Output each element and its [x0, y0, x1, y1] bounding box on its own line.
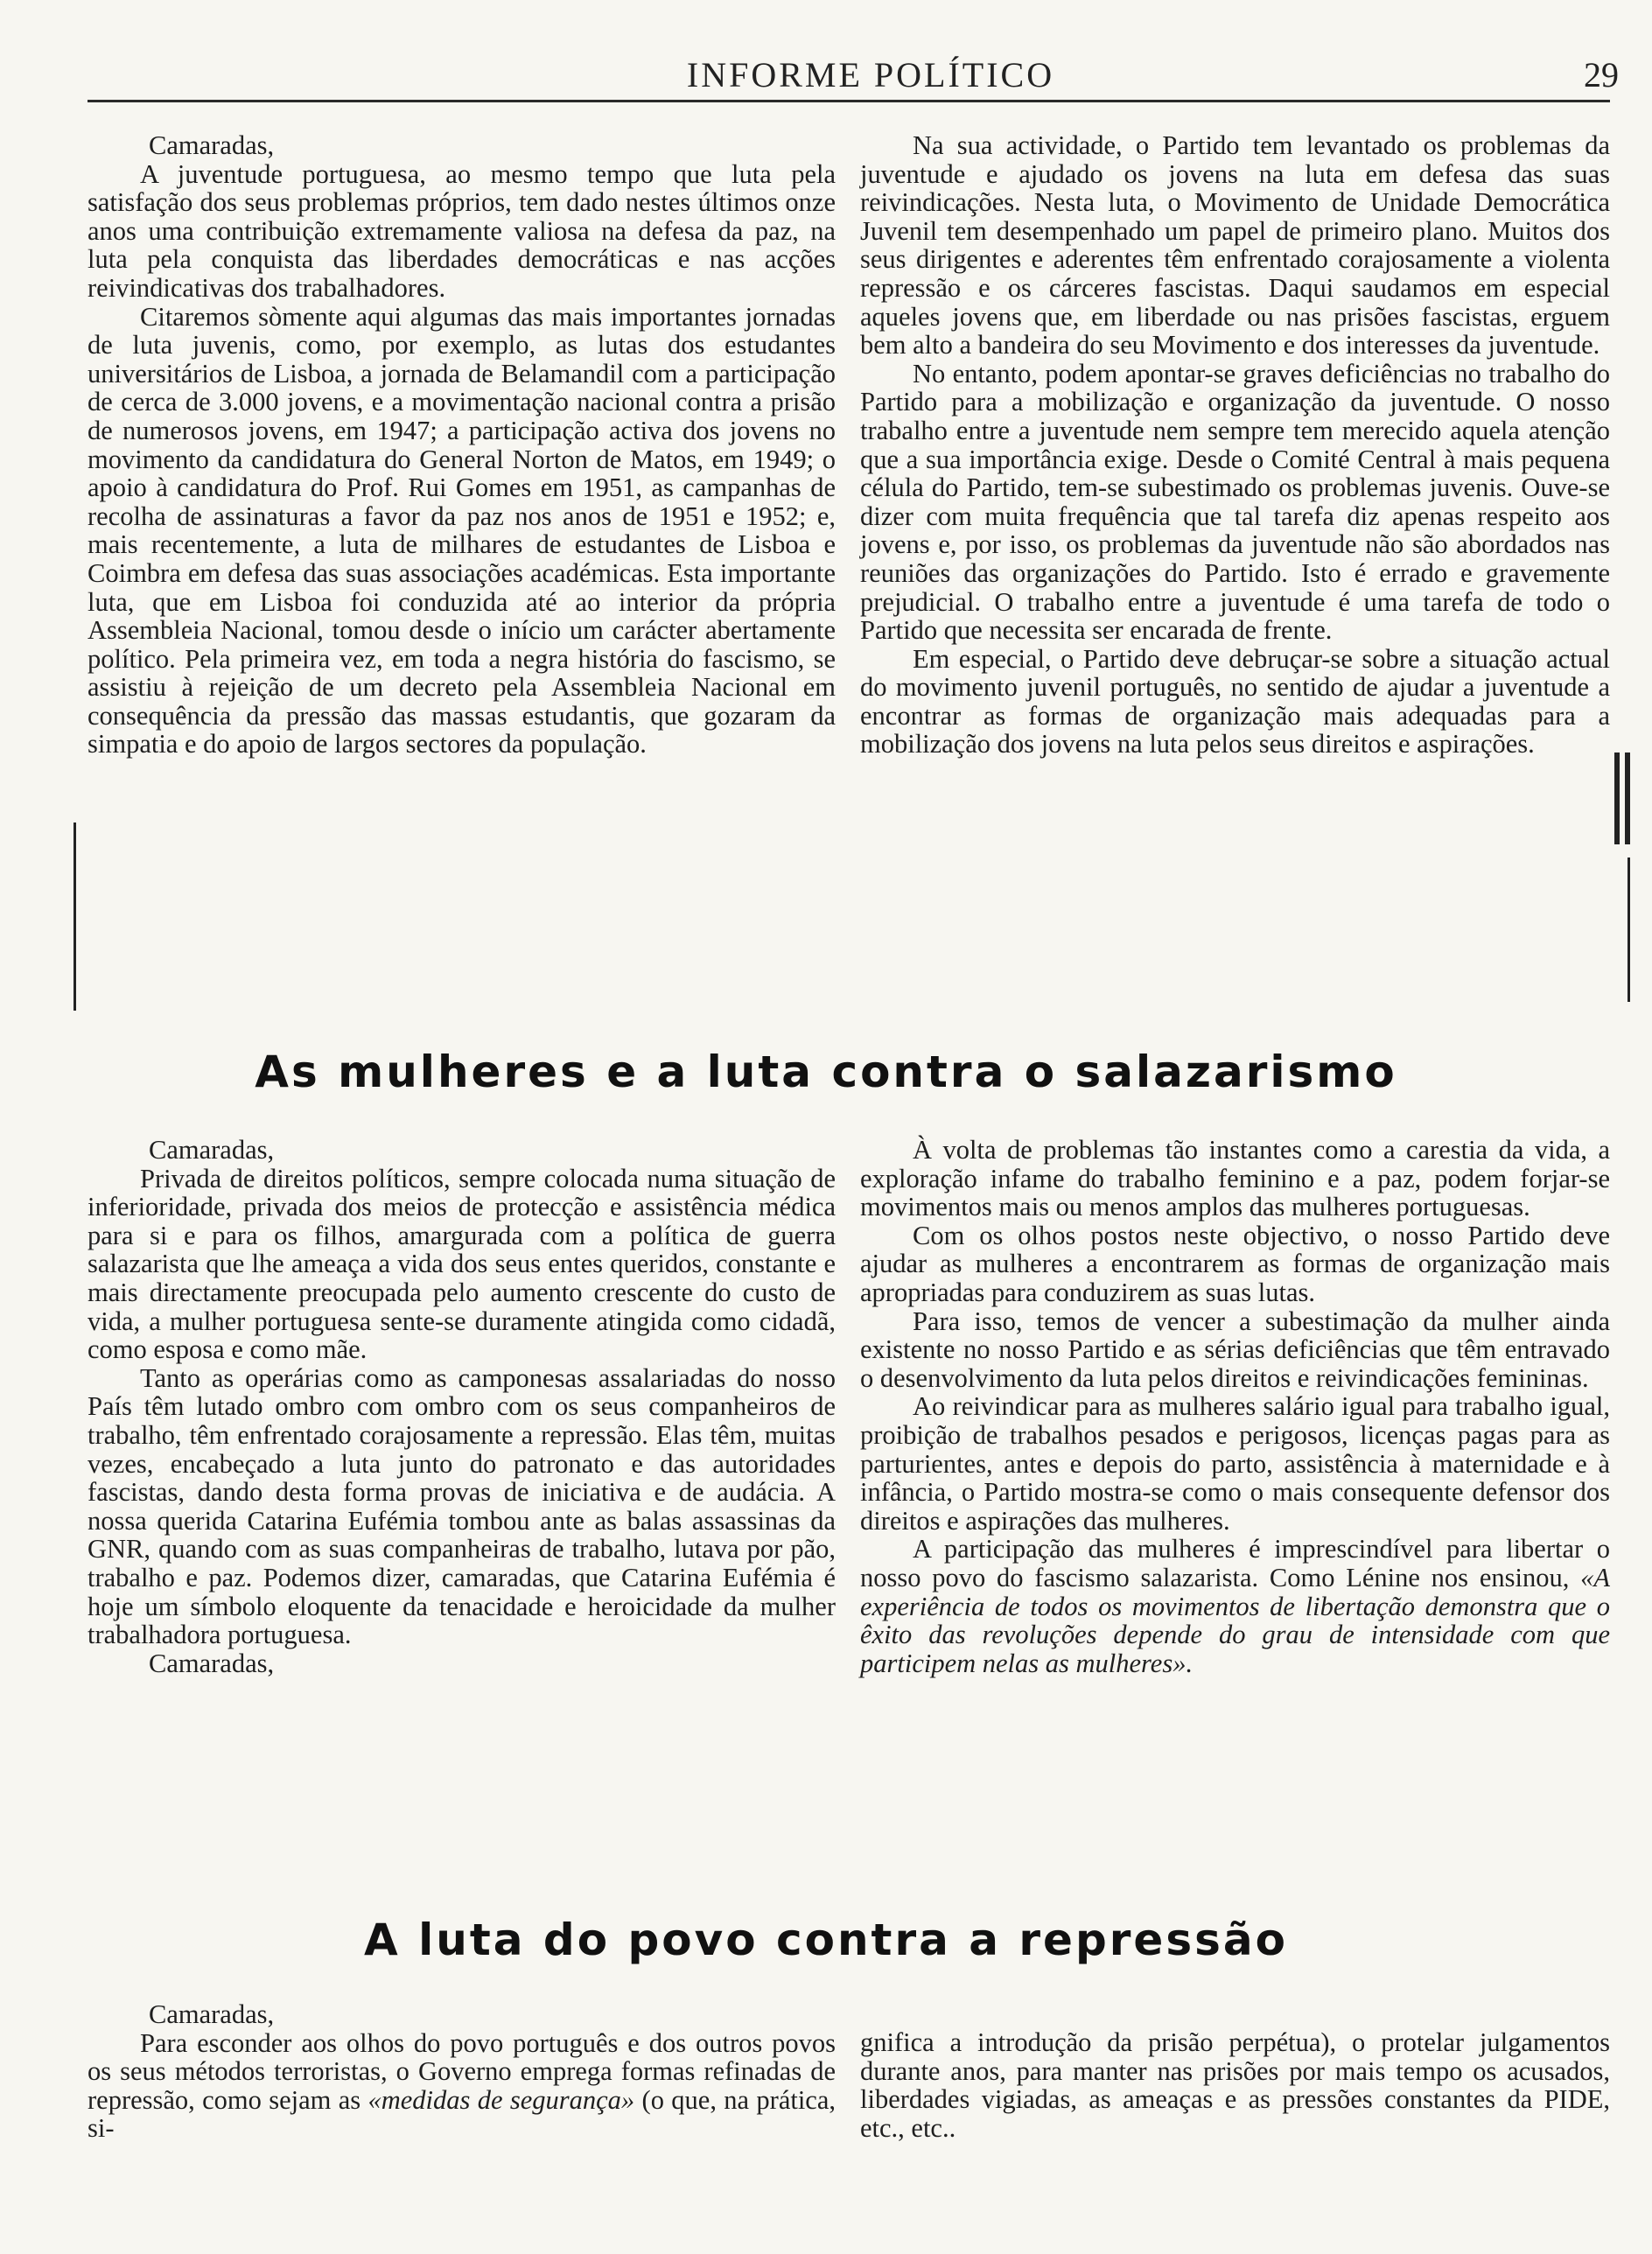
paragraph: Com os olhos postos neste objectivo, o nosso Partido deve ajudar as mulheres a encontrarem as formas de organização mais apropriadas para conduzirem as suas lutas. [860, 1220, 1610, 1307]
paragraph: gnifica a introdução da prisão perpétua), o protelar julgamentos durante anos, para manter nas prisões por mais tempo os acusados, liberdades vigiadas, as ameaças e as pressões constantes da PIDE, etc., etc.. [860, 2027, 1610, 2143]
margin-mark [1625, 752, 1630, 844]
paragraph: A juventude portuguesa, ao mesmo tempo que luta pela satisfação dos seus problemas próprios, tem dado nestes últimos onze anos uma contribuição extremamente valiosa na defesa da paz, na luta pela conquista das liberdades democráticas e nas acções reivindicativas dos trabalhadores. [88, 158, 836, 303]
paragraph: Citaremos sòmente aqui algumas das mais importantes jornadas de luta juvenis, como, por exemplo, as lutas dos estudantes universitários de Lisboa, a jornada de Belamandil com a participação de cerca de 3.000 jovens, e a movimentação nacional contra a prisão de numerosos jovens, em 1947; a participação activa dos jovens no movimento da candidatura do General Norton de Matos, em 1949; o apoio à candidatura do Prof. Rui Gomes em 1951, as campanhas de recolha de assinaturas a favor da paz nos anos de 1951 e 1952; e, mais recentemente, a luta de milhares de estudantes de Lisboa e Coimbra em defesa das suas associações académicas. Esta importante luta, que em Lisboa foi conduzida até ao interior da própria Assembleia Nacional, tomou desde o início um carácter abertamente político. Pela primeira vez, em toda a negra história do fascismo, se assistiu à rejeição de um decreto pela Assembleia Nacional em consequência da pressão das massas estudantis, que gozaram da simpatia e do apoio de largos sectores da população. [88, 301, 836, 760]
paragraph-text: Para esconder aos olhos do povo português e dos outros povos os seus métodos terroristas, o Governo emprega formas refinadas de repressão, como sejam as [88, 2027, 836, 2115]
running-title: INFORME POLÍTICO [686, 55, 1055, 94]
italic-phrase: «medidas de segurança» [368, 2084, 635, 2115]
women-left-column [88, 1136, 836, 1677]
paragraph: Ao reivindicar para as mulheres salário igual para trabalho igual, proibição de trabalhos pesados e perigosos, licenças pagas para as parturientes, antes e depois do parto, assistência à maternidade e à infância, o Partido mostra-se como o mais consequente defensor dos direitos e aspirações das mulheres. [860, 1391, 1610, 1536]
margin-mark [1628, 858, 1630, 1002]
paragraph-text: A participação das mulheres é imprescindível para libertar o nosso povo do fascismo salazarista. Como Lénine nos ensinou, [860, 1534, 1610, 1592]
paragraph: Em especial, o Partido deve debruçar-se sobre a situação actual do movimento juvenil português, no sentido de ajudar a juventude a encontrar as formas de organização mais adequadas para a mobilização dos jovens na luta pelos seus direitos e aspirações. [860, 643, 1610, 760]
paragraph: Na sua actividade, o Partido tem levantado os problemas da juventude e ajudado os jovens na luta em defesa das suas reivindicações. Nesta luta, o Movimento de Unidade Democrática Juvenil tem desempenhado um papel de primeiro plano. Muitos dos seus dirigentes e aderentes têm enfrentado corajosamente a violenta repressão e os cárceres fascistas. Daqui saudamos em especial aqueles jovens que, em liberdade ou nas prisões fascistas, erguem bem alto a bandeira do seu Movimento e dos interesses da juventude. [860, 130, 1610, 360]
salutation: Camaradas, [149, 1648, 275, 1678]
paragraph: À volta de problemas tão instantes como a carestia da vida, a exploração infame do trabalho feminino e a paz, podem forjar-se movimentos mais ou menos amplos das mulheres portuguesas. [860, 1135, 1610, 1222]
paragraph: Privada de direitos políticos, sempre colocada numa situação de inferioridade, privada dos meios de protecção e assistência médica para si e para os filhos, amargurada com a política de guerra salazarista que lhe ameaça a vida dos seus entes queridos, constante e mais directamente preocupada pelo aumento crescente do custo de vida, a mulher portuguesa sente-se duramente atingida como cidadã, como esposa e como mãe. [88, 1163, 836, 1365]
women-right-column [860, 1136, 1610, 1677]
page-number: 29 [1584, 55, 1619, 94]
paragraph [860, 1535, 1610, 1677]
salutation: Camaradas, [149, 130, 275, 160]
youth-right-column [860, 131, 1610, 759]
paragraph: Tanto as operárias como as camponesas assalariadas do nosso País têm lutado ombro com ombro com os seus companheiros de trabalho, têm enfrentado corajosamente a repressão. Elas têm, muitas vezes, encabeçado a luta junto do patronato e das autoridades fascistas, dando desta forma provas de iniciativa e de audácia. A nossa querida Catarina Eufémia tombou ante as balas assassinas da GNR, quando com as suas companheiras de trabalho, lutava por pão, trabalho e paz. Podemos dizer, camaradas, que Catarina Eufémia é hoje um símbolo eloquente da tenacidade e heroicidade da mulher trabalhadora portuguesa. [88, 1362, 836, 1650]
lenin-quote: «A experiência de todos os movimentos de libertação demonstra que o êxito das revoluções depende do grau de intensidade com que participem nelas as mulheres». [860, 1562, 1610, 1678]
paragraph: Para isso, temos de vencer a subestimação da mulher ainda existente no nosso Partido e as sérias deficiências que têm entravado o desenvolvimento da luta pelos direitos e reivindicações femininas. [860, 1306, 1610, 1393]
youth-left-column [88, 131, 836, 759]
page-header [88, 54, 1652, 103]
repression-left-column [88, 2000, 836, 2143]
section-heading-women: As mulheres e a luta contra o salazarismo [255, 1046, 1397, 1097]
salutation: Camaradas, [149, 1135, 275, 1165]
margin-mark [74, 822, 76, 1011]
paragraph-text: (o que, na prática, si- [88, 2084, 836, 2144]
paragraph: No entanto, podem apontar-se graves deficiências no trabalho do Partido para a mobilização e organização da juventude. O nosso trabalho entre a juventude nem sempre tem merecido aquela atenção que a sua importância exige. Desde o Comité Central à mais pequena célula do Partido, tem-se subestimado os problemas juvenis. Ouve-se dizer com muita frequência que tal tarefa diz apenas respeito aos jovens e, por isso, os problemas da juventude não são abordados nas reuniões das organizações do Partido. Isto é errado e gravemente prejudicial. O trabalho entre a juventude é uma tarefa de todo o Partido que necessita ser encarada de frente. [860, 358, 1610, 646]
section-heading-repression: A luta do povo contra a repressão [364, 1914, 1288, 1965]
header-rule [88, 100, 1610, 102]
margin-mark [1614, 752, 1620, 844]
repression-right-column [860, 2028, 1610, 2142]
salutation: Camaradas, [149, 1999, 275, 2029]
paragraph [88, 2029, 836, 2143]
